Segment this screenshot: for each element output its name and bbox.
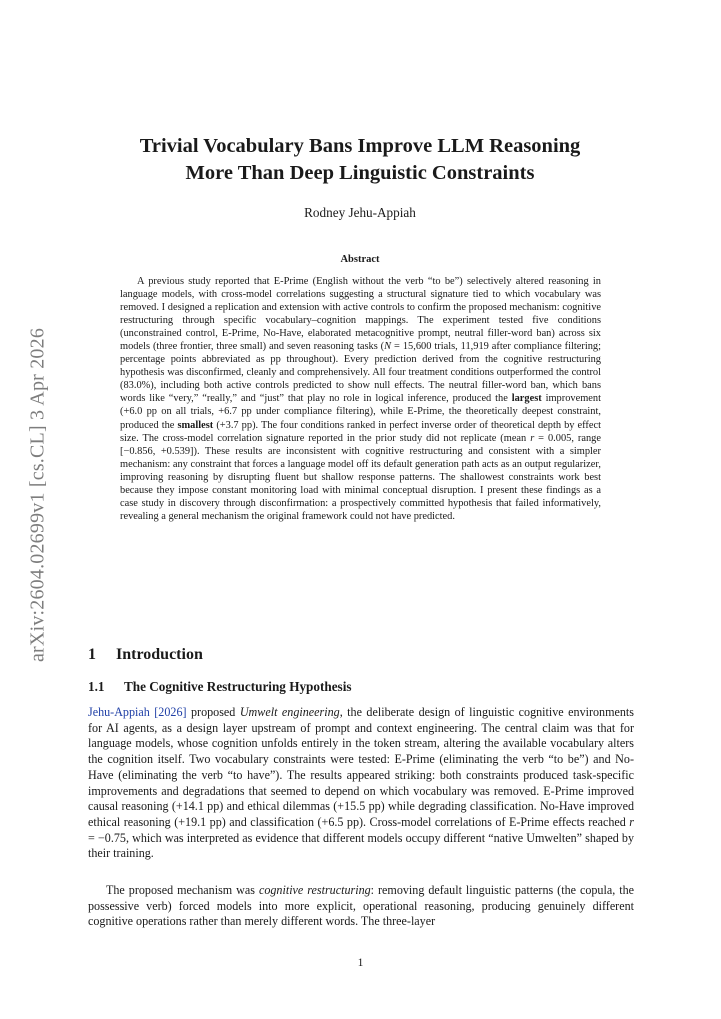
para1-text-a: proposed [186,705,240,719]
para1-text-c: = −0.75, which was interpreted as evidence that different models occupy different “native Umwelten” shaped by their training. [88,830,634,861]
para1-emphasis: Umwelt engineering [239,705,340,719]
abstract-text-5: = 0.005, range [−0.856, +0.539]). These results are inconsistent with cognitive restructuring and consistent with a simpler mechanism: any constraint that forces a language model off its default generation path acts as an output regularizer, improving reasoning by disrupting fluent but shallow response patterns. The shallowest constraints work best because they impose constant monitoring load with minimal conceptual disruption. I present these findings as a case study in discovery through disconfirmation: a prospectively committed hypothesis that failed informatively, revealing a general mechanism the original framework could not have predicted. [120,432,601,522]
abstract-text-4: (+3.7 pp). The four conditions ranked in perfect inverse order of theoretical depth by effect size. The cross-model correlation signature reported in the prior study did not replicate (mean [120,419,601,444]
intro-paragraph-2 [88,883,634,930]
citation-link[interactable]: Jehu-Appiah [2026] [88,705,187,719]
para1-r-variable: r [629,814,634,829]
subsection-heading [88,679,351,695]
section-title: Introduction [116,646,203,663]
title-line-1: Trivial Vocabulary Bans Improve LLM Reasoning [139,135,581,157]
abstract-text-1: A previous study reported that E-Prime (English without the verb “to be”) selectively altered reasoning in language models, with cross-model correlations suggesting a structural signature tied to which vocabulary was removed. I designed a replication and extension with active controls to confirm the proposed mechanism: cognitive restructuring through specific vocabulary–cognition mappings. The experiment tested five conditions (unconstrained control, E-Prime, No-Have, elaborated metacognitive prompt, neutral filler-word ban) across six models (three frontier, three small) and seven reasoning tasks ( [120,276,601,353]
subsection-number: 1.1 [88,679,105,694]
para2-text-a: The proposed mechanism was [106,883,259,897]
abstract-body [120,275,601,523]
subsection-title: The Cognitive Restructuring Hypothesis [124,679,352,694]
section-number: 1 [88,646,96,663]
title-line-2: More Than Deep Linguistic Constraints [185,162,535,184]
para2-emphasis: cognitive restructuring [258,883,371,897]
para1-text-b: , the deliberate design of linguistic cognitive environments for AI agents, as a design layer upstream of prompt and context engineering. The central claim was that for language models, whose cognition unfolds entirely in the token stream, altering the available vocabulary alters the cognition itself. Two vocabulary constraints were tested: E-Prime (eliminating the verb “to be”) and No-Have (eliminating the verb “to have”). The results appeared striking: both constraints produced task-specific improvements and degradations that seemed to depend on which vocabulary was removed. E-Prime improved causal reasoning (+14.1 pp) and ethical dilemmas (+15.5 pp) while degrading classification. No-Have improved ethical reasoning (+19.1 pp) and classification (+6.5 pp). Cross-model correlations of E-Prime effects reached [88,705,634,829]
page-number: 1 [357,957,364,969]
abstract-text-2: = 15,600 trials, 11,919 after compliance filtering; percentage points abbreviated as pp throughout). Every prediction derived from the cognitive restructuring hypothesis was disconfirmed, cleanly and comprehensively. All four treatment conditions outperformed the control (83.0%), including both active controls predicted to show null effects. The neutral filler-word ban, which bans words like “very,” “really,” and “just” that play no role in logical inference, produced the [120,341,601,405]
abstract-n-variable: N [384,341,392,353]
intro-paragraph-1 [88,705,634,862]
abstract-smallest-emphasis: smallest [177,419,214,431]
paper-title [80,133,640,187]
section-heading-introduction [88,646,203,664]
arxiv-identifier[interactable]: arXiv:2604.02699v1 [cs.CL] 3 Apr 2026 [26,327,49,663]
para2-text-b: : removing default linguistic patterns (the copula, the possessive verb) forced models into more explicit, operational reasoning, producing genuinely different cognitive operations rather than merely different words. The three-layer [88,883,634,929]
abstract-heading: Abstract [340,254,380,265]
abstract-largest-emphasis: largest [511,393,542,405]
author-name: Rodney Jehu-Appiah [304,205,416,220]
abstract-r-variable: r [530,432,535,444]
abstract-text-3: improvement (+6.0 pp on all trials, +6.7 pp under compliance filtering), while E-Prime, the theoretically deepest constraint, produced the [120,393,601,431]
